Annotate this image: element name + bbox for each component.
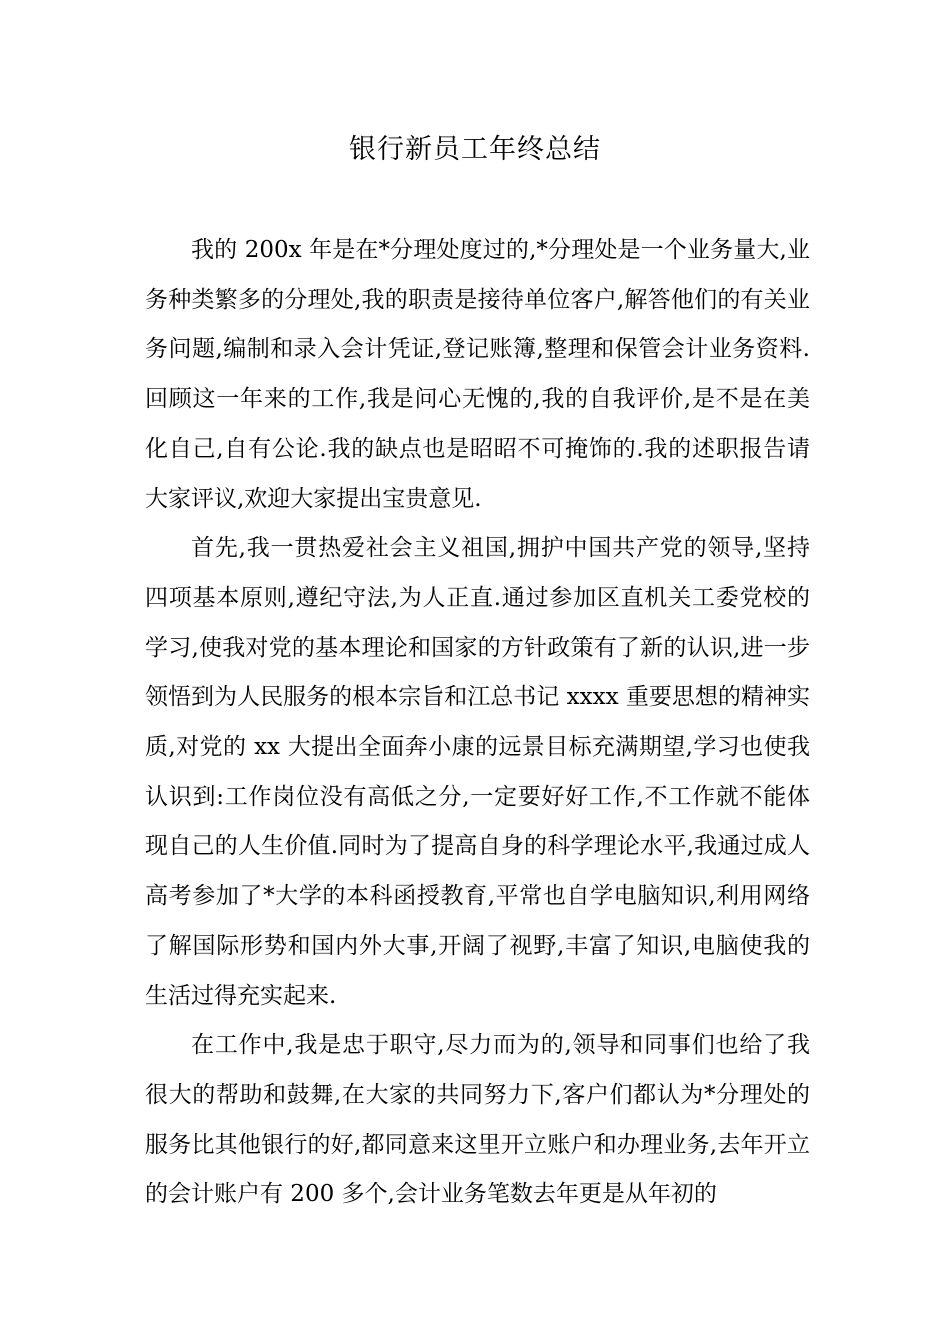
paragraph-1: 我的 200x 年是在*分理处度过的,*分理处是一个业务量大,业务种类繁多的分理处,我的职责是接待单位客户,解答他们的有关业务问题,编制和录入会计凭证,登记账簿,整理和保管会计业务资料.回顾这一年来的工作,我是问心无愧的,我的自我评价,是不是在美化自己,自有公论.我的缺点也是昭昭不可掩饰的.我的述职报告请大家评议,欢迎大家提出宝贵意见. bbox=[145, 237, 810, 512]
paragraph-2: 首先,我一贯热爱社会主义祖国,拥护中国共产党的领导,坚持四项基本原则,遵纪守法,为人正直.通过参加区直机关工委党校的学习,使我对党的基本理论和国家的方针政策有了新的认识,进一步领悟到为人民服务的根本宗旨和江总书记 xxxx 重要思想的精神实质,对党的 xx 大提出全面奔小康的远景目标充满期望,学习也使我认识到:工作岗位没有高低之分,一定要好好工作,不工作就不能体现自己的人生价值.同时为了提高自身的科学理论水平,我通过成人高考参加了*大学的本科函授教育,平常也自学电脑知识,利用网络了解国际形势和国内外大事,开阔了视野,丰富了知识,电脑使我的生活过得充实起来. bbox=[145, 535, 810, 1009]
paragraph-3: 在工作中,我是忠于职守,尽力而为的,领导和同事们也给了我很大的帮助和鼓舞,在大家的共同努力下,客户们都认为*分理处的服务比其他银行的好,都同意来这里开立账户和办理业务,去年开立的会计账户有 200 多个,会计业务笔数去年更是从年初的 bbox=[145, 1032, 810, 1208]
document-title: 银行新员工年终总结 bbox=[349, 134, 601, 165]
document-body bbox=[145, 226, 810, 1220]
